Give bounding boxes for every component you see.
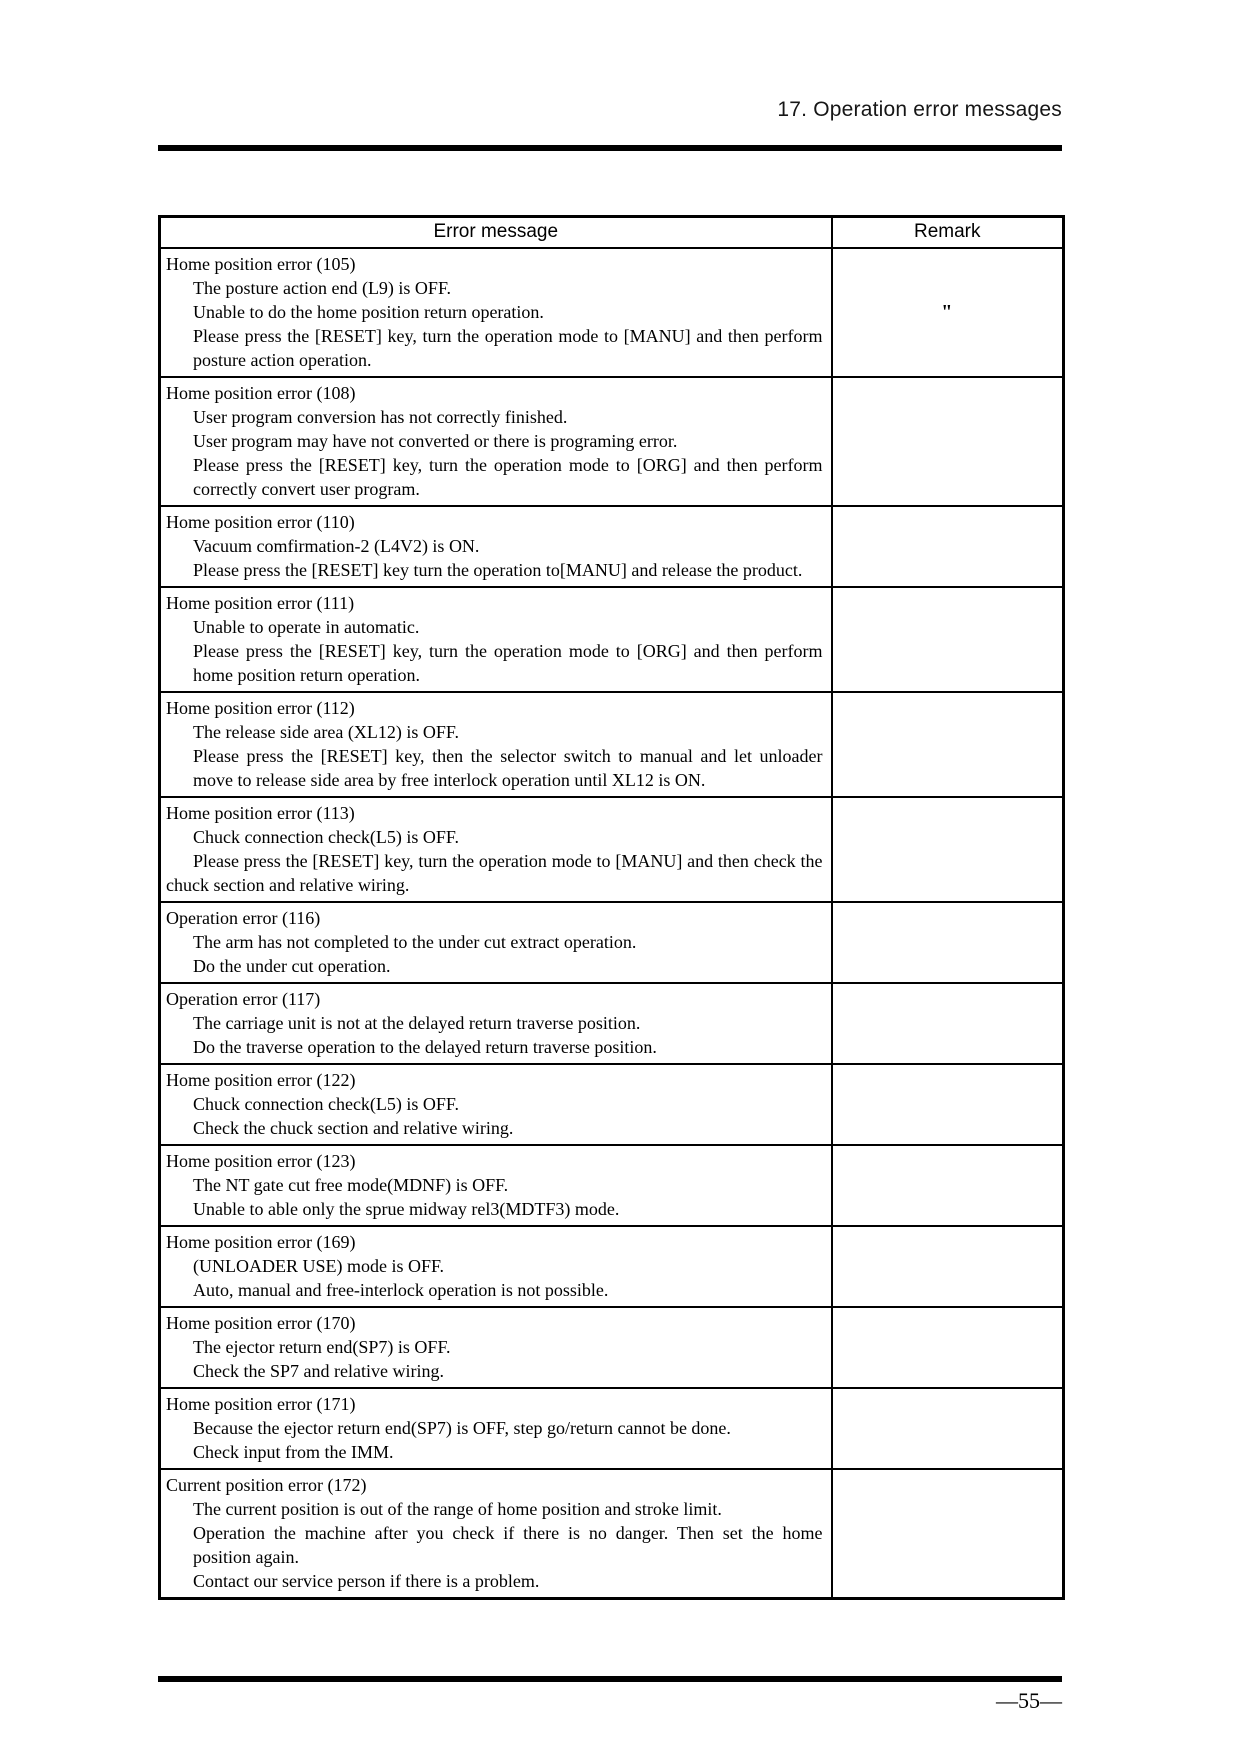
error-title: Home position error (113) [166,802,355,823]
error-detail: The release side area (XL12) is OFF. [193,721,459,742]
table-header-row [160,217,1064,248]
error-message-cell [160,1064,832,1145]
table-row [160,797,1064,902]
error-detail: Please press the [RESET] key turn the operation to[MANU] and release the product. [193,559,803,580]
header-rule [158,145,1062,151]
remark-cell [832,377,1064,506]
table-row [160,1469,1064,1599]
error-title: Home position error (105) [166,253,356,274]
remark-cell [832,902,1064,983]
table-row [160,692,1064,797]
table-row [160,506,1064,587]
column-header-error-message: Error message [160,217,832,248]
error-title: Home position error (110) [166,511,355,532]
error-detail: Please press the [RESET] key, turn the operation mode to [MANU] and then perform posture action operation. [193,325,823,370]
table-row [160,587,1064,692]
table-row [160,1064,1064,1145]
section-header: 17. Operation error messages [777,98,1062,121]
remark-cell [832,1307,1064,1388]
error-title: Operation error (116) [166,907,321,928]
error-detail: Please press the [RESET] key, turn the operation mode to [MANU] and then check the chuck section and relative wiring. [166,850,823,895]
error-detail: Unable to operate in automatic. [193,616,420,637]
error-detail: Please press the [RESET] key, turn the operation mode to [ORG] and then perform home position return operation. [193,640,823,685]
error-message-cell [160,1388,832,1469]
error-title: Home position error (122) [166,1069,356,1090]
error-detail: Auto, manual and free-interlock operation is not possible. [193,1279,609,1300]
table-header [160,217,1064,248]
error-detail: Please press the [RESET] key, then the selector switch to manual and let unloader move to release side area by free interlock operation until XL12 is ON. [193,745,823,790]
error-detail: Chuck connection check(L5) is OFF. [193,1093,460,1114]
error-detail: Chuck connection check(L5) is OFF. [193,826,460,847]
error-detail: The posture action end (L9) is OFF. [193,277,452,298]
remark-cell [832,983,1064,1064]
error-detail: Operation the machine after you check if there is no danger. Then set the home position again. [193,1522,823,1567]
error-detail: Check the SP7 and relative wiring. [193,1360,444,1381]
error-detail: The arm has not completed to the under cut extract operation. [193,931,637,952]
error-message-table [158,215,1065,1600]
remark-cell [832,1064,1064,1145]
table-row [160,1307,1064,1388]
remark-cell [832,506,1064,587]
remark-cell [832,797,1064,902]
error-detail: The current position is out of the range of home position and stroke limit. [193,1498,722,1519]
remark-cell [832,1469,1064,1599]
table-row [160,377,1064,506]
table-row [160,983,1064,1064]
error-detail: Because the ejector return end(SP7) is OFF, step go/return cannot be done. [193,1417,731,1438]
error-detail: Unable to able only the sprue midway rel3(MDTF3) mode. [193,1198,620,1219]
error-title: Current position error (172) [166,1474,367,1495]
error-message-cell [160,983,832,1064]
table-row [160,1145,1064,1226]
error-title: Home position error (169) [166,1231,356,1252]
error-message-cell [160,692,832,797]
error-title: Home position error (170) [166,1312,356,1333]
error-message-cell [160,1226,832,1307]
error-message-cell [160,797,832,902]
footer-rule [158,1676,1062,1682]
error-detail: Please press the [RESET] key, turn the operation mode to [ORG] and then perform correctly convert user program. [193,454,823,499]
error-message-cell [160,1469,832,1599]
error-title: Home position error (123) [166,1150,356,1171]
remark-cell [832,1226,1064,1307]
error-title: Home position error (171) [166,1393,356,1414]
error-title: Home position error (111) [166,592,355,613]
column-header-remark: Remark [832,217,1064,248]
error-detail: Contact our service person if there is a problem. [193,1570,540,1591]
remark-cell [832,587,1064,692]
error-detail: The carriage unit is not at the delayed return traverse position. [193,1012,641,1033]
error-detail: User program conversion has not correctly finished. [193,406,568,427]
error-detail: Do the under cut operation. [193,955,391,976]
error-detail: User program may have not converted or there is programing error. [193,430,678,451]
table-row [160,1226,1064,1307]
error-message-cell [160,902,832,983]
remark-cell [832,1388,1064,1469]
table-row [160,902,1064,983]
page-number: —55— [996,1688,1062,1713]
table-row [160,1388,1064,1469]
error-detail: (UNLOADER USE) mode is OFF. [193,1255,445,1276]
error-detail: The NT gate cut free mode(MDNF) is OFF. [193,1174,509,1195]
remark-ditto-mark: " [941,300,954,323]
error-message-cell [160,587,832,692]
error-message-cell [160,1145,832,1226]
error-title: Home position error (112) [166,697,355,718]
table-body [160,248,1064,1599]
error-detail: Check input from the IMM. [193,1441,394,1462]
remark-cell [832,692,1064,797]
error-message-cell [160,377,832,506]
error-message-cell [160,1307,832,1388]
error-detail: Unable to do the home position return operation. [193,301,544,322]
remark-cell [832,1145,1064,1226]
error-detail: Check the chuck section and relative wiring. [193,1117,514,1138]
error-title: Operation error (117) [166,988,321,1009]
error-message-cell [160,506,832,587]
error-detail: Vacuum comfirmation-2 (L4V2) is ON. [193,535,480,556]
error-detail: Do the traverse operation to the delayed return traverse position. [193,1036,657,1057]
table-row [160,248,1064,377]
remark-cell [832,248,1064,377]
error-message-cell [160,248,832,377]
error-detail: The ejector return end(SP7) is OFF. [193,1336,451,1357]
error-title: Home position error (108) [166,382,356,403]
